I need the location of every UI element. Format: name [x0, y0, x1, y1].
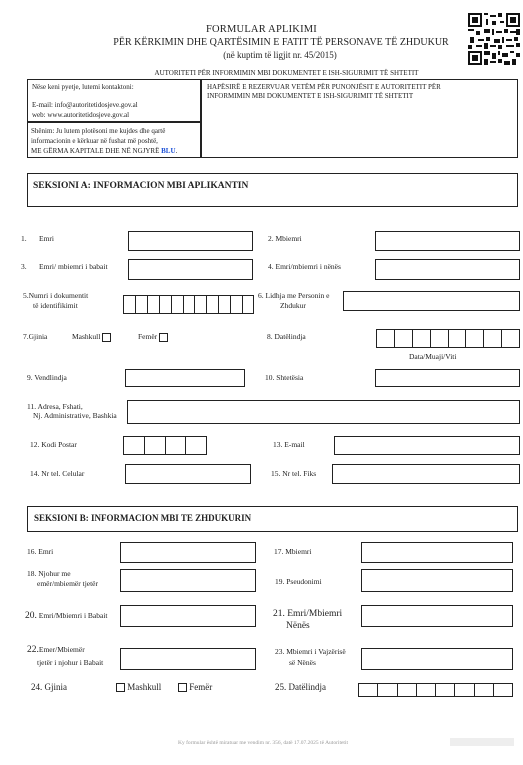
field-6-label-a: 6. Lidhja me Personin e [258, 291, 330, 300]
note-line1: Shënim: Ju lutem plotësoni me kujdes dhe qartë [31, 127, 166, 135]
note-dot: . [175, 147, 178, 155]
field-17-label: 17. Mbiemri [274, 547, 312, 556]
field-18-label-a: 18. Njohur me [27, 569, 71, 578]
gender-female-checkbox[interactable] [159, 333, 168, 342]
field-22-text-a: Emer/Mbiemër [38, 645, 85, 654]
field-20-label [25, 611, 108, 622]
law-reference: (në kuptim të ligjit nr. 45/2015) [223, 50, 337, 60]
field-24-label: 24. Gjinia [31, 682, 67, 692]
pseudonym-input[interactable] [361, 569, 513, 592]
field-3-label: Emri/ mbiemri i babait [39, 262, 108, 271]
field-2-label: 2. Mbiemri [268, 234, 302, 243]
field-6-label-b: Zhdukur [280, 301, 306, 310]
field-7-label: 7.Gjinia [23, 332, 48, 341]
field-20-number: 20. [25, 611, 37, 621]
citizenship-input[interactable] [375, 369, 520, 387]
field-12-label: 12. Kodi Postar [30, 440, 77, 449]
field-21-label-b: Nënës [286, 621, 310, 631]
note-line3 [31, 147, 177, 155]
note-blue: BLU [161, 147, 176, 155]
field-25-label: 25. Datëlindja [275, 682, 326, 692]
date-format-hint: Data/Muaji/Viti [409, 352, 457, 361]
last-name-input[interactable] [375, 231, 520, 251]
missing-father-name-input[interactable] [120, 605, 256, 627]
field-20-text: Emri/Mbiemri i Babait [36, 611, 108, 620]
contact-web: web: www.autoritetidosjeve.gov.al [32, 111, 130, 119]
field-13-label: 13. E-mail [273, 440, 305, 449]
field-15-label: 15. Nr tel. Fiks [271, 469, 317, 478]
note-line2: informacionin e kërkuar në fushat më poshtë, [31, 137, 158, 145]
field-4-label: 4. Emri/mbiemri i nënës [268, 262, 341, 271]
section-a-title: SEKSIONI A: INFORMACION MBI APLIKANTIN [33, 181, 249, 191]
father-other-name-input[interactable] [120, 648, 256, 670]
field-22-label-b: tjetër i njohur i Babait [37, 658, 104, 667]
contact-intro: Nëse keni pyetje, lutemi kontaktoni: [32, 83, 134, 91]
field-22-label-a [27, 645, 85, 656]
id-number-cells[interactable] [123, 295, 254, 314]
missing-gender-female[interactable] [178, 682, 212, 693]
form-subtitle: PËR KËRKIMIN DHE QARTËSIMIN E FATIT TË PERSONAVE TË ZHDUKUR [113, 37, 449, 48]
field-19-label: 19. Pseudonimi [275, 577, 322, 586]
field-21-label-a: 21. Emri/Mbiemri [273, 609, 343, 619]
field-23-label-b: së Nënës [289, 658, 316, 667]
section-b-title: SEKSIONI B: INFORMACION MBI TE ZHDUKURIN [34, 513, 252, 523]
first-name-input[interactable] [128, 231, 253, 251]
field-3-number: 3. [21, 262, 27, 271]
field-10-label: 10. Shtetësia [265, 373, 304, 382]
gender-male-label: Mashkull [72, 332, 101, 341]
gender-female-label: Femër [138, 332, 158, 341]
birthdate-cells[interactable] [376, 329, 520, 348]
field-9-label: 9. Vendlindja [27, 373, 67, 382]
missing-first-name-input[interactable] [120, 542, 256, 563]
missing-last-name-input[interactable] [361, 542, 513, 563]
other-name-input[interactable] [120, 569, 256, 592]
mobile-input[interactable] [125, 464, 251, 484]
field-16-label: 16. Emri [27, 547, 54, 556]
gender-male-a[interactable] [72, 332, 111, 342]
authority-name: AUTORITETI PËR INFORMIMIN MBI DOKUMENTET E ISH-SIGURIMIT TË SHTETIT [154, 69, 419, 77]
email-input[interactable] [334, 436, 520, 455]
missing-gender-male[interactable] [116, 682, 161, 693]
landline-input[interactable] [332, 464, 520, 484]
footer-stamp-area [450, 738, 514, 746]
relation-input[interactable] [343, 291, 520, 311]
reserved-line2: INFORMIMIN MBI DOKUMENTET E ISH-SIGURIMIT TË SHTETIT [207, 92, 414, 100]
gender-female-a[interactable] [138, 332, 168, 342]
field-14-label: 14. Nr tel. Celular [30, 469, 85, 478]
footer-text: Ky formular është miratuar me vendim nr. 356, datë 17.07.2025 të Autoritetit [178, 740, 349, 746]
missing-female-label: Femër [189, 682, 213, 692]
form-title: FORMULAR APLIKIMI [205, 24, 318, 35]
field-18-label-b: emër/mbiemër tjetër [37, 579, 99, 588]
missing-male-label: Mashkull [127, 682, 162, 692]
field-11-label-b: Nj. Administrative, Bashkia [33, 411, 117, 420]
mother-name-input[interactable] [375, 259, 520, 280]
missing-female-checkbox[interactable] [178, 683, 187, 692]
father-name-input[interactable] [128, 259, 253, 280]
missing-birthdate-cells[interactable] [358, 683, 513, 697]
field-22-number: 22. [27, 645, 39, 655]
contact-email: E-mail: info@autoritetidosjeve.gov.al [32, 101, 138, 109]
missing-male-checkbox[interactable] [116, 683, 125, 692]
mother-maiden-name-input[interactable] [361, 648, 513, 670]
birthplace-input[interactable] [125, 369, 245, 387]
field-11-label-a: 11. Adresa, Fshati, [27, 402, 83, 411]
field-5-label-a: 5.Numri i dokumentit [23, 291, 89, 300]
field-8-label: 8. Datëlindja [267, 332, 306, 341]
gender-male-checkbox[interactable] [102, 333, 111, 342]
reserved-line1: HAPËSIRË E REZERVUAR VETËM PËR PUNONJËSIT E AUTORITETIT PËR [207, 83, 441, 91]
note-caps: ME GËRMA KAPITALE DHE NË NGJYRË [31, 147, 160, 155]
field-23-label-a: 23. Mbiemri i Vajzërisë [275, 647, 346, 656]
field-1-number: 1. [21, 234, 27, 243]
missing-mother-name-input[interactable] [361, 605, 513, 627]
address-input[interactable] [127, 400, 520, 424]
field-5-label-b: të identifikimit [33, 301, 78, 310]
postal-code-cells[interactable] [123, 436, 207, 455]
field-1-label: Emri [39, 234, 54, 243]
